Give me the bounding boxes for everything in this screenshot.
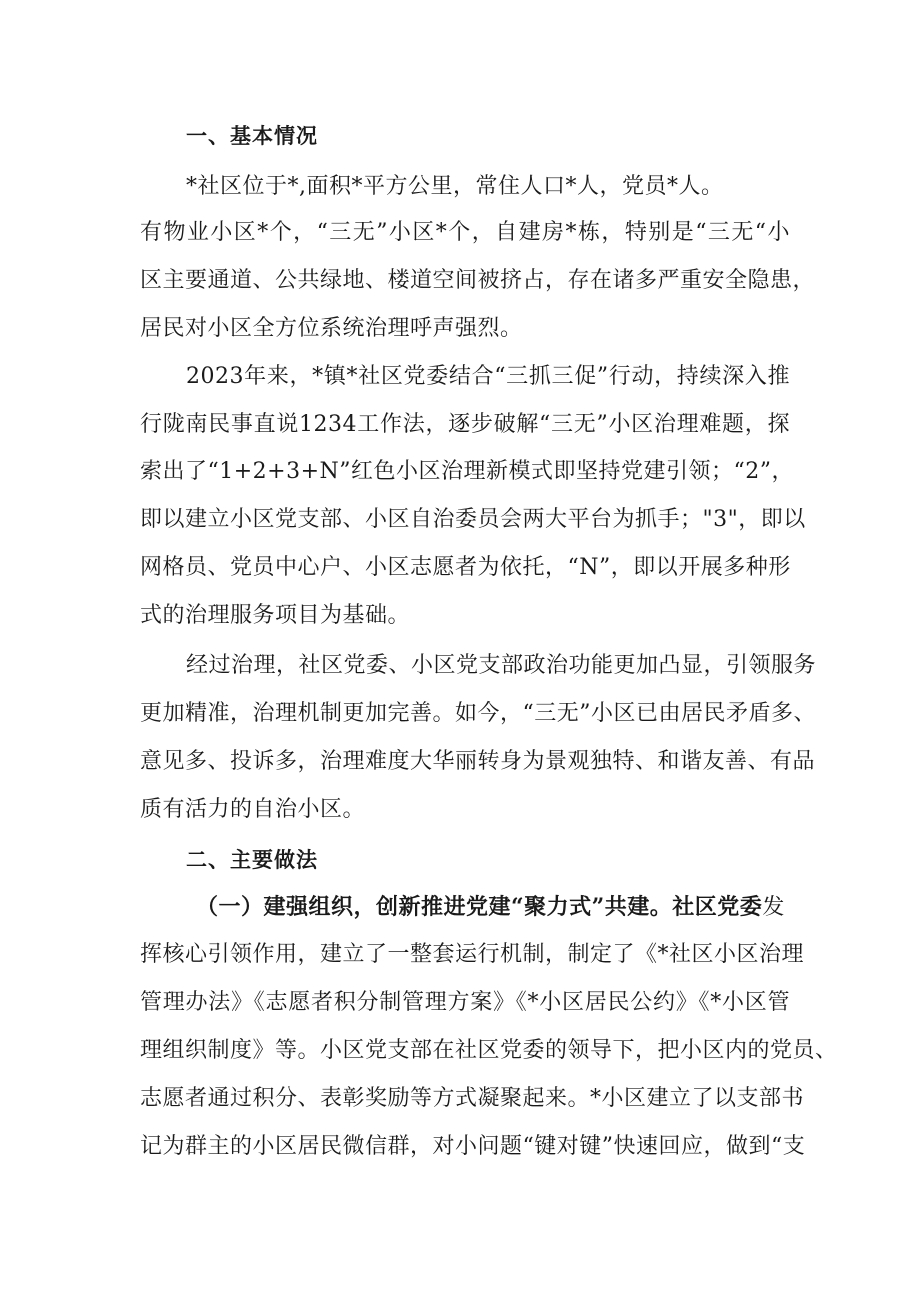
paragraph-line: 行陇南民事直说1234工作法，逐步破解“三无”小区治理难题，探 bbox=[140, 412, 790, 437]
paragraph-line: 经过治理，社区党委、小区党支部政治功能更加凸显，引领服务 bbox=[186, 653, 817, 678]
paragraph-line: 索出了“1+2+3+N”红色小区治理新模式即坚持党建引领；“2”， bbox=[140, 459, 795, 484]
paragraph-line: 区主要通道、公共绿地、楼道空间被挤占，存在诸多严重安全隐患， bbox=[140, 268, 816, 293]
paragraph-line: 志愿者通过积分、表彰奖励等方式凝聚起来。*小区建立了以支部书 bbox=[140, 1086, 805, 1111]
paragraph-line: 式的治理服务项目为基础。 bbox=[140, 603, 411, 628]
subsection-heading-tail: 发 bbox=[762, 895, 785, 920]
paragraph-line: 挥核心引领作用，建立了一整套运行机制，制定了《*社区小区治理 bbox=[140, 942, 805, 967]
paragraph-line: 管理办法》《志愿者积分制管理方案》《*小区居民公约》《*小区管 bbox=[140, 990, 790, 1015]
paragraph-line: *社区位于*,面积*平方公里，常住人口*人，党员*人。 bbox=[186, 174, 724, 199]
paragraph-line: 2023年来，*镇*社区党委结合“三抓三促”行动，持续深入推 bbox=[186, 364, 790, 389]
paragraph-line: 有物业小区*个，“三无”小区*个，自建房*栋，特别是“三无“小 bbox=[140, 220, 790, 245]
paragraph-line: 居民对小区全方位系统治理呼声强烈。 bbox=[140, 316, 523, 341]
paragraph-line: 即以建立小区党支部、小区自治委员会两大平台为抓手；"3"，即以 bbox=[140, 507, 806, 532]
paragraph-line: 更加精准，治理机制更加完善。如今，“三无”小区已由居民矛盾多、 bbox=[140, 701, 816, 726]
subsection-heading-line bbox=[196, 892, 790, 923]
section-heading-basic-situation: 一、基本情况 bbox=[186, 124, 318, 148]
paragraph-line: 记为群主的小区居民微信群，对小问题“键对键”快速回应，做到“支 bbox=[140, 1134, 806, 1159]
subsection-heading-bold: （一）建强组织，创新推进党建“聚力式”共建。社区党委 bbox=[196, 894, 763, 920]
paragraph-line: 意见多、投诉多，治理难度大华丽转身为景观独特、和谐友善、有品 bbox=[140, 749, 816, 774]
paragraph-line: 理组织制度》等。小区党支部在社区党委的领导下，把小区内的党员、 bbox=[140, 1038, 838, 1063]
section-heading-main-practices: 二、主要做法 bbox=[186, 848, 318, 872]
paragraph-line: 网格员、党员中心户、小区志愿者为依托，“N”，即以开展多种形 bbox=[140, 555, 791, 580]
paragraph-line: 质有活力的自治小区。 bbox=[140, 797, 366, 822]
